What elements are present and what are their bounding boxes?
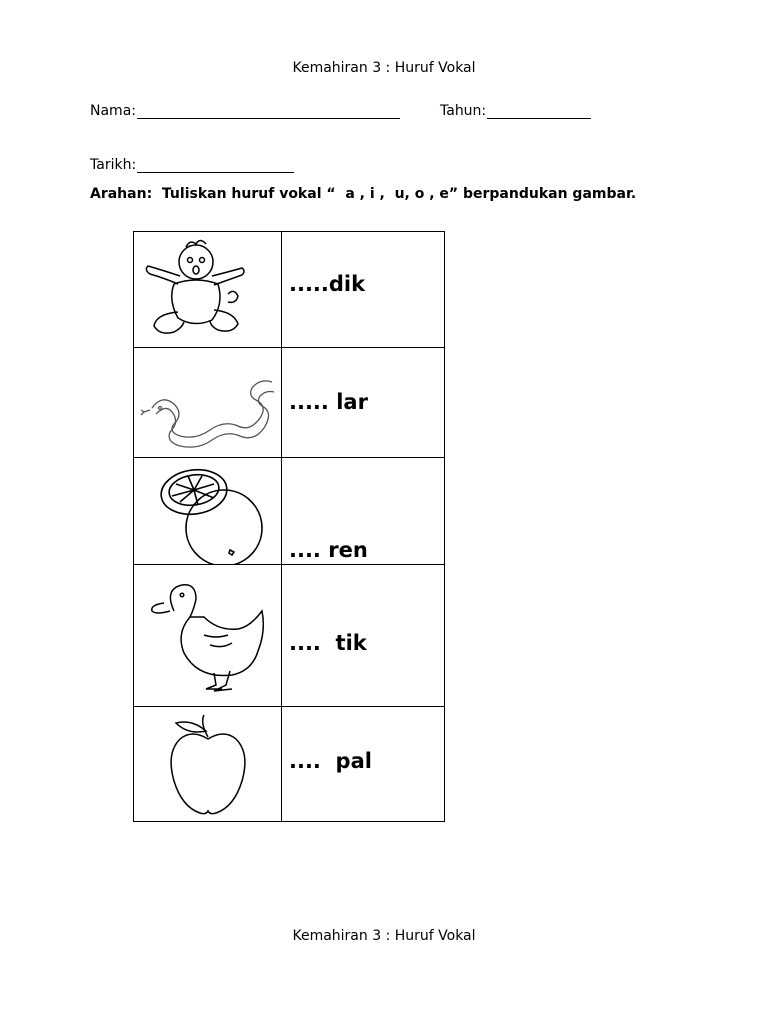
- picture-cell: [134, 707, 282, 822]
- word-cell: [282, 348, 445, 458]
- picture-cell: [134, 565, 282, 707]
- table-row: [134, 458, 445, 565]
- word-label: .... pal: [289, 749, 372, 773]
- snake-icon: [134, 348, 281, 458]
- footer-title: Kemahiran 3 : Huruf Vokal: [292, 928, 476, 944]
- tahun-line: [487, 104, 591, 119]
- word-label: .... tik: [289, 631, 367, 655]
- duck-icon: [134, 565, 281, 707]
- table-row: [134, 348, 445, 458]
- tarikh-label: Tarikh:: [90, 157, 137, 173]
- tahun-field: [440, 103, 591, 119]
- table-row: [134, 232, 445, 348]
- apple-icon: [134, 707, 281, 822]
- word-cell: [282, 458, 445, 565]
- page-title: Kemahiran 3 : Huruf Vokal: [292, 60, 476, 76]
- table-row: [134, 565, 445, 707]
- nama-label: Nama:: [90, 103, 136, 119]
- word-label: ..... lar: [289, 390, 368, 414]
- tahun-label: Tahun:: [440, 103, 487, 119]
- tarikh-field: [90, 157, 294, 173]
- word-cell: [282, 565, 445, 707]
- baby-icon: [134, 232, 281, 348]
- word-cell: [282, 232, 445, 348]
- instruction-text: Arahan: Tuliskan huruf vokal “ a , i , u, o , e” berpandukan gambar.: [90, 186, 637, 202]
- picture-cell: [134, 232, 282, 348]
- nama-field: [90, 103, 400, 119]
- picture-cell: [134, 348, 282, 458]
- table-row: [134, 707, 445, 822]
- word-cell: [282, 707, 445, 822]
- orange-icon: [134, 458, 281, 565]
- tarikh-line: [137, 158, 294, 173]
- word-label: .... ren: [289, 538, 368, 562]
- nama-line: [137, 104, 400, 119]
- picture-cell: [134, 458, 282, 565]
- worksheet-table: [133, 231, 445, 822]
- word-label: .....dik: [289, 272, 366, 296]
